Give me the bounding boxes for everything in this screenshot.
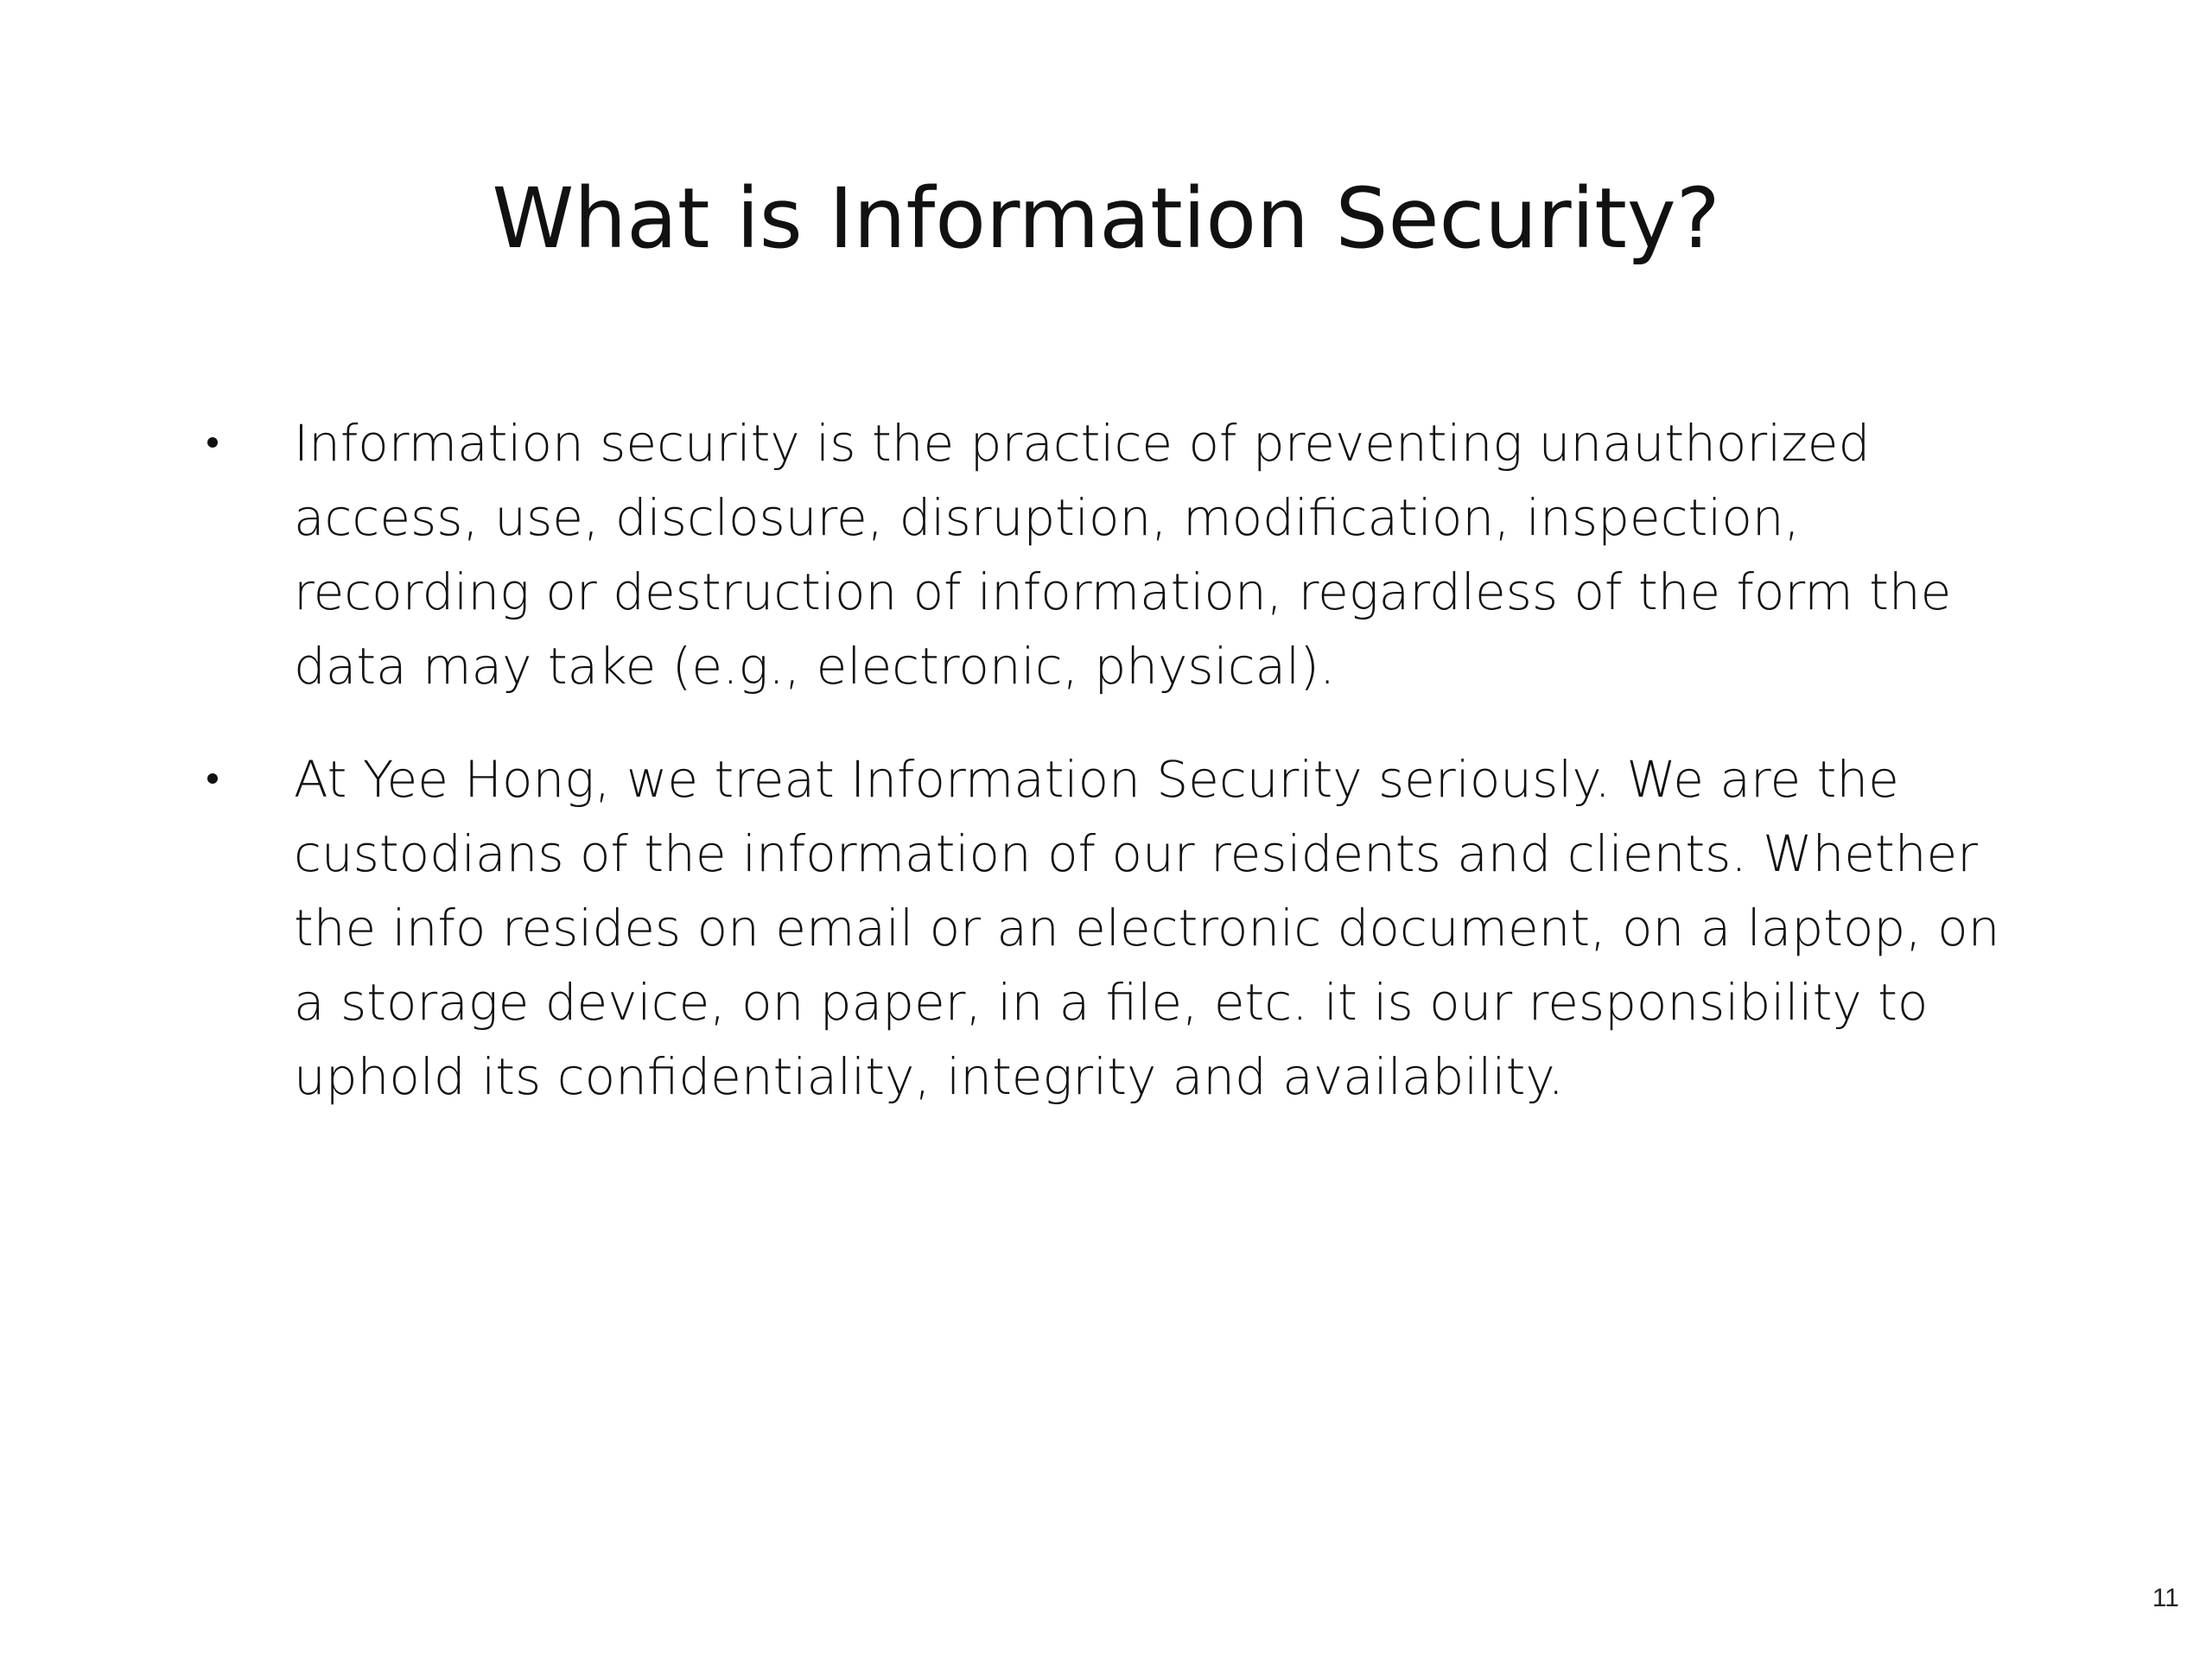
page-number: 11 [2152,1584,2179,1612]
bullet-icon [207,437,218,448]
bullet-list [207,406,2005,1153]
bullet-text: Information security is the practice of preventing unauthorized access, use, disclosure, disruption, modification, inspection, recording or destruction of information, regardless of the form the data may take (e.g., electronic, physical). [294,414,1952,696]
bullet-text: At Yee Hong, we treat Information Security seriously. We are the custodians of the information of our residents and clients. Whether the info resides on email or an electronic document, on a laptop, on a storage device, on paper, in a file, etc. it is our responsibility to uphold its confidentiality, integrity and availability. [294,750,2000,1106]
bullet-item [207,406,2005,703]
slide-title: What is Information Security? [492,170,1720,267]
bullet-item [207,742,2005,1114]
bullet-icon [207,773,218,784]
